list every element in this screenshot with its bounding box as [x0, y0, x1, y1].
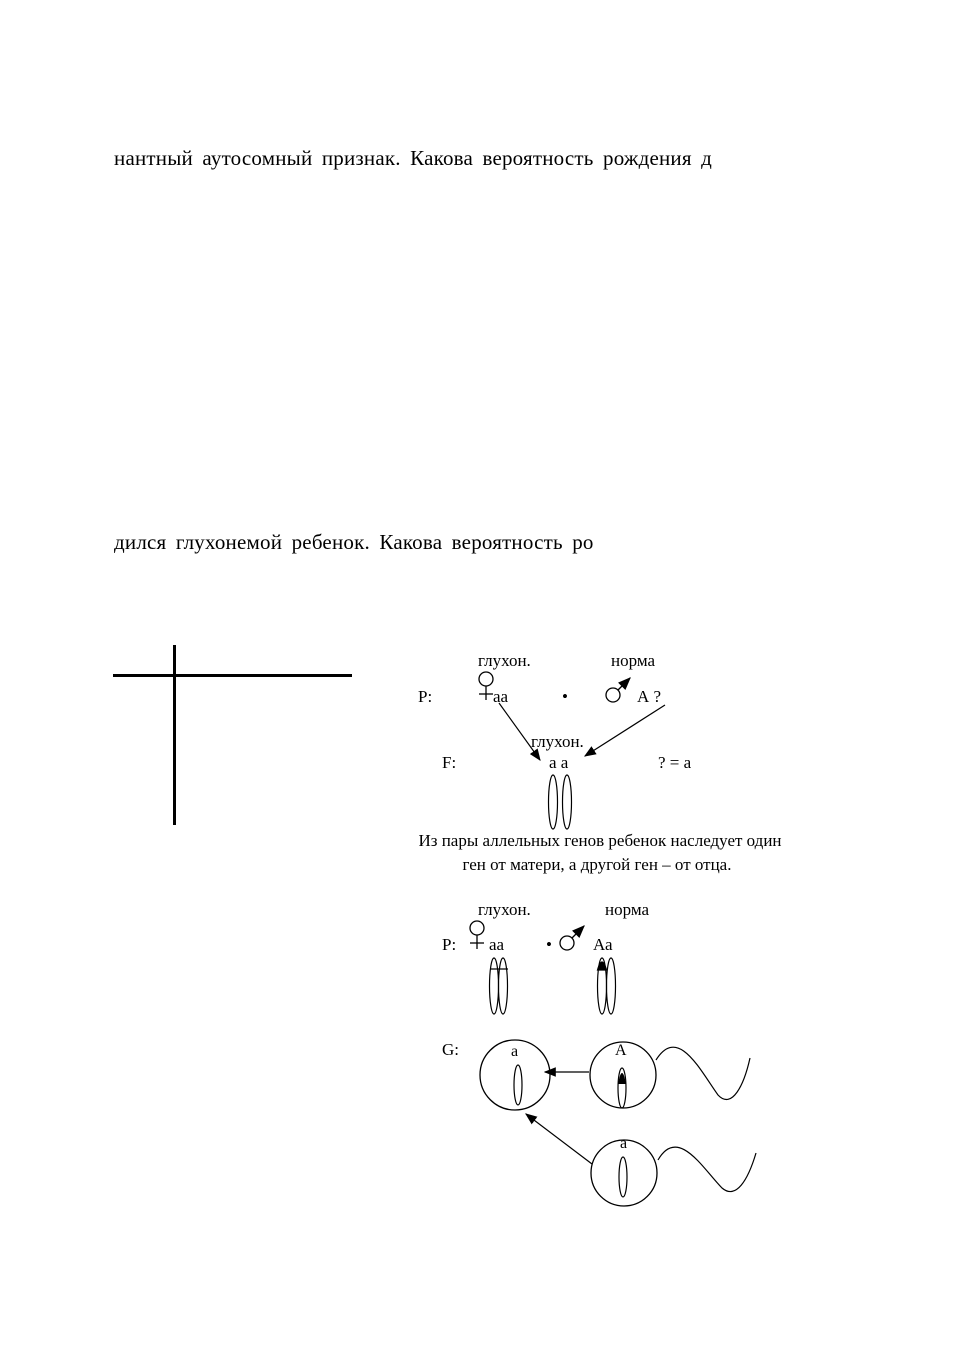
- female-symbol-icon: [470, 921, 484, 949]
- father-to-child-arrow: [585, 705, 665, 756]
- scheme2-cross-dot: •: [546, 935, 552, 954]
- sperm-cell-1: [590, 1042, 750, 1108]
- sperm-cell-2: [591, 1135, 756, 1206]
- egg-allele: а: [511, 1043, 519, 1060]
- sperm1-allele: А: [615, 1042, 627, 1059]
- problem-text-line-1: нантный аутосомный признак. Какова вероятность рождения д: [114, 146, 713, 170]
- problem-text-line-2: дился глухонемой ребенок. Какова вероятность ро: [114, 530, 594, 554]
- sperm2-to-egg-arrow: [526, 1114, 592, 1164]
- scheme1-child-label: глухон.: [531, 732, 584, 751]
- male-symbol-icon: [606, 678, 630, 702]
- scheme2-g-label: G:: [442, 1040, 459, 1059]
- mother-chromosome-pair-icon: [490, 958, 509, 1014]
- sperm2-tail: [658, 1147, 756, 1192]
- scheme2-mother-genotype: аа: [489, 935, 505, 954]
- child-chromosome-pair-icon: [549, 775, 572, 829]
- solution-t-table: [113, 645, 353, 825]
- scheme1-f-label: F:: [442, 753, 457, 772]
- scheme1-result: ? = а: [658, 753, 692, 772]
- t-table-vertical-line: [173, 645, 176, 825]
- scheme1-father-genotype: А ?: [637, 687, 662, 706]
- scheme2-label-norm: норма: [605, 900, 650, 919]
- scheme1-cross-dot: •: [562, 687, 568, 706]
- scheme1-mother-genotype: аа: [493, 687, 509, 706]
- scheme2-p-label: P:: [442, 935, 457, 954]
- scheme2-label-deaf: глухон.: [478, 900, 531, 919]
- sperm2-allele: а: [620, 1135, 628, 1152]
- genetics-scheme: [360, 640, 840, 1220]
- father-chromosome-pair-icon: [598, 958, 616, 1014]
- male-symbol-icon: [560, 926, 584, 950]
- caption-line-1: Из пары аллельных генов ребенок наследует один: [418, 831, 782, 850]
- sperm1-tail: [656, 1047, 750, 1099]
- scheme1-label-deaf: глухон.: [478, 651, 531, 670]
- scheme2-father-genotype: Аа: [593, 935, 613, 954]
- scheme1-label-norm: норма: [611, 651, 656, 670]
- scheme1-p-label: P:: [418, 687, 433, 706]
- t-table-horizontal-line: [113, 674, 352, 677]
- egg-cell: [480, 1040, 550, 1110]
- caption-line-2: ген от матери, а другой ген – от отца.: [462, 855, 732, 874]
- female-symbol-icon: [479, 672, 493, 700]
- scheme1-child-genotype: а а: [549, 753, 569, 772]
